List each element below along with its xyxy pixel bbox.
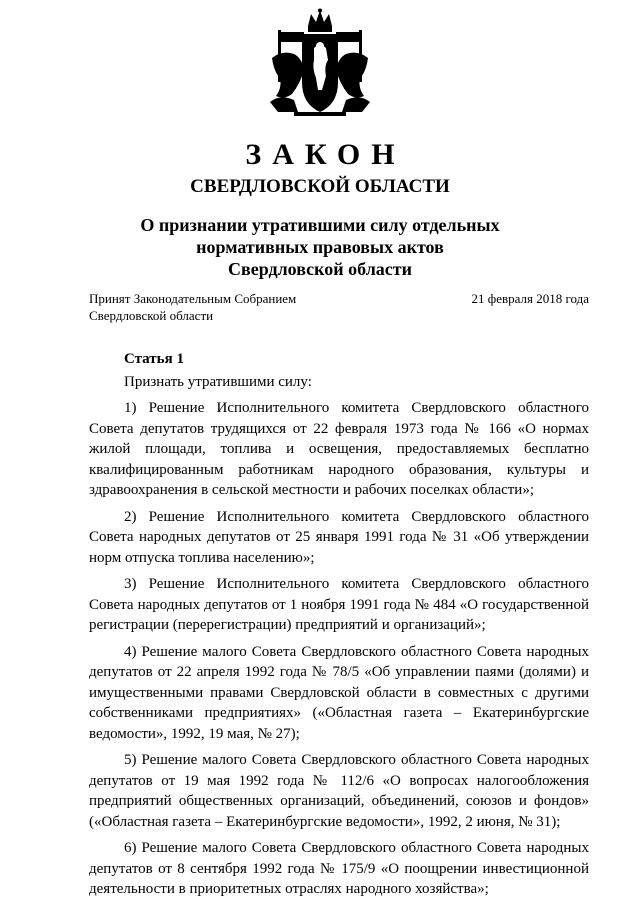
article-item: 4) Решение малого Совета Свердловского областного Совета народных депутатов от 22 апреля 1992 года № 78/5 «Об управлении паями (долями) и имущественными правами Свердловской области в совместных с другими собственниками предприятиях» («Областная газета – Екатеринбургские ведомости», 1992, 19 мая, № 27); (89, 643, 589, 742)
article-item: 3) Решение Исполнительного комитета Свердловского областного Совета народных депутатов от 1 ноября 1991 года № 484 «О государственной регистрации (перерегистрации) предприятий и организаций»; (89, 576, 589, 633)
article-heading: Статья 1 (124, 351, 184, 367)
law-title (0, 214, 640, 280)
article-item: 2) Решение Исполнительного комитета Свердловского областного Совета народных депутатов от 25 января 1991 года № 31 «Об утверждении норм отпуска топлива населению»; (89, 508, 589, 566)
article-intro: Признать утратившими силу: (124, 373, 312, 390)
region-heading: СВЕРДЛОВСКОЙ ОБЛАСТИ (190, 176, 450, 197)
coat-of-arms-icon (264, 8, 376, 120)
document-type-heading: ЗАКОН (245, 138, 406, 171)
article-item: 5) Решение малого Совета Свердловского областного Совета народных депутатов от 19 мая 1992 года № 112/6 «О вопросах налогообложения предприятий общественных организаций, объединений, союзов и фондов» («Областная газета – Екатеринбургские ведомости», 1992, 2 июня, № 31); (89, 752, 589, 830)
law-title-line: нормативных правовых актов (196, 237, 444, 257)
article-1 (89, 349, 589, 906)
adoption-line: Свердловской области (89, 308, 214, 323)
adoption-date: 21 февраля 2018 года (471, 291, 589, 306)
law-title-line: Свердловской области (227, 259, 413, 279)
adoption-line: Принят Законодательным Собранием (89, 291, 297, 306)
law-title-line: О признании утратившими силу отдельных (140, 215, 500, 235)
adoption-note (89, 290, 296, 324)
article-item: 1) Решение Исполнительного комитета Свердловского областного Совета депутатов трудящихся от 22 февраля 1973 года № 166 «О нормах жилой площади, топлива и освещения, предоставляемых бесплатно квалифицированным работникам народного образования, культуры и здравоохранения в сельской местности и рабочих поселках области»; (89, 400, 589, 498)
article-item: 6) Решение малого Совета Свердловского областного Совета народных депутатов от 8 сентября 1992 года № 175/9 «О поощрении инвестиционной деятельности в приоритетных отраслях народного хозяйства»; (89, 840, 589, 897)
